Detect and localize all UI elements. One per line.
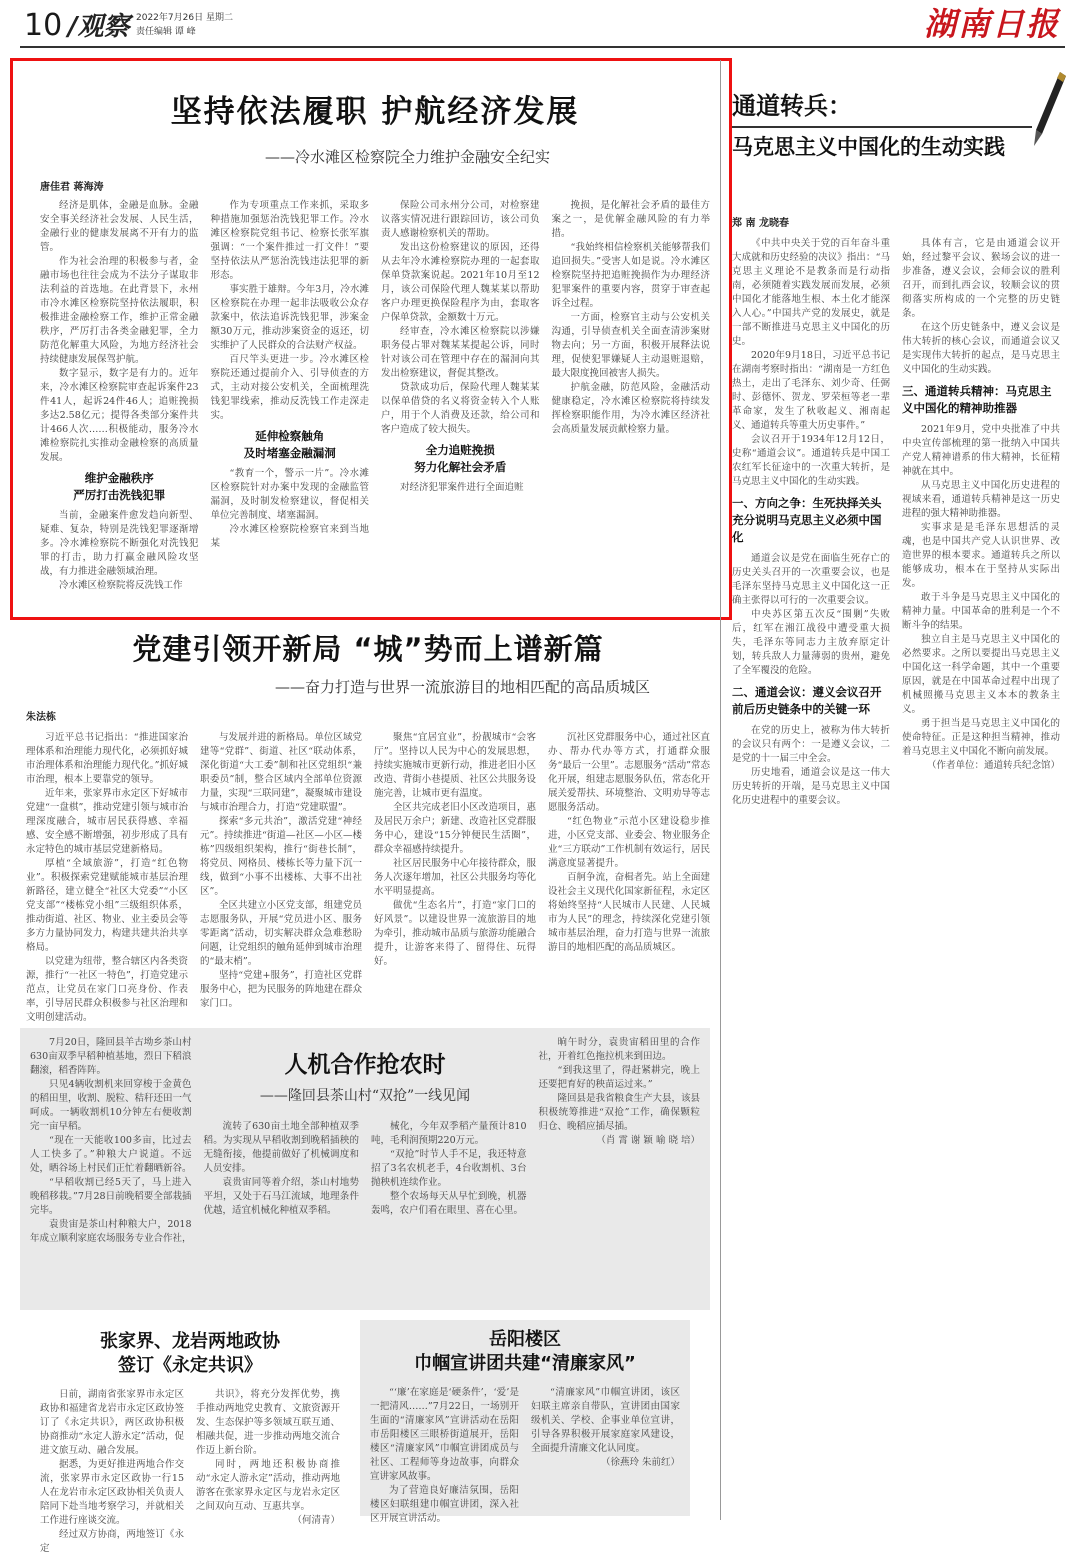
paragraph: 从马克思主义中国化历史进程的视域来看，通道转兵精神是这一历史进程的强大精神助推器。 xyxy=(902,480,1060,519)
paragraph: 历史地看，通道会议是这一伟大历史转折的开端，是马克思主义中国化历史进程中的重要会议。 xyxy=(732,767,890,806)
article-byline: 朱法栋 xyxy=(26,712,56,723)
paragraph: 一方面，检察官主动与公安机关沟通，引导侦查机关全面查清涉案财物去向；另一方面，积极开展释法说理，促使犯罪嫌疑人主动退赃退赔，最大限度挽回被害人损失。 xyxy=(551,312,710,379)
article-title-line: 马克思主义中国化的生动实践 xyxy=(732,135,1005,159)
article-column xyxy=(539,1036,701,1302)
article-column xyxy=(548,731,710,1031)
section-heading: 一、方向之争：生死抉择关头充分说明马克思主义必须中国化 xyxy=(732,496,882,544)
author-credit: （肖 霄 谢 颖 喻 晓 培） xyxy=(596,1135,700,1146)
article-column xyxy=(26,731,188,1031)
paragraph: 中央苏区第五次反“围剿”失败后，红军在湘江战役中遭受重大损失，毛泽东等同志力主放弃原定计划，转兵敌人力量薄弱的贵州，避免了全军覆没的危险。 xyxy=(732,609,890,676)
paragraph: 贷款成功后，保险代理人魏某某以保单借贷的名义将资金转入个人账户，用于个人消费及还款，给公司和客户造成了较大损失。 xyxy=(381,382,540,435)
paragraph: “清廉家风”巾帼宣讲团，该区妇联主席亲自带队，宣讲团由国家级机关、学校、企事业单位宣讲，引导各界积极开展家庭家风建设，全面提升清廉文化认同度。 xyxy=(531,1387,680,1454)
article-title: 坚持依法履职 护航经济发展 xyxy=(170,94,580,130)
article-law-enforcement xyxy=(40,64,710,614)
paragraph: 当前，金融案件愈发趋向新型、疑难、复杂，特别是洗钱犯罪逐渐增多。冷水滩检察院不断强化对洗钱犯罪的打击，助力打赢金融风险攻坚战，有力推进金融领域治理。 xyxy=(40,510,199,577)
article-farming xyxy=(20,1028,710,1310)
section-heading: 二、通道会议：遵义会议召开前后历史链条中的关键一环 xyxy=(732,685,882,716)
article-column xyxy=(552,199,711,599)
article-title: 党建引领开新局 “城”势而上谱新篇 xyxy=(132,632,604,666)
paragraph: 7月20日，隆回县羊古坳乡茶山村630亩双季早稻种植基地，烈日下稻浪翻滚，稻香阵阵。 xyxy=(30,1037,192,1076)
article-title-line: 张家界、龙岩两地政协 xyxy=(100,1331,280,1352)
article-column xyxy=(381,199,540,599)
paragraph: 敢于斗争是马克思主义中国化的精神力量。中国革命的胜利是一个不断斗争的结果。 xyxy=(902,592,1060,631)
paragraph: “现在一天能收100多亩，比过去人工快多了。”种粮大户说道。不远处，晒谷场上村民们正忙着翻晒新谷。 xyxy=(30,1135,192,1174)
article-byline: 郑 南 龙晓春 xyxy=(732,218,789,229)
paragraph: “早稻收割已经5天了，马上进入晚稻移栽。”7月28日前晚稻要全部栽插完毕。 xyxy=(30,1177,192,1216)
paragraph: 只见4辆收割机来回穿梭于金黄色的稻田里，收割、脱粒、秸秆还田一气呵成。一辆收割机10分钟左右便收割完一亩早稻。 xyxy=(30,1079,192,1132)
paragraph: 《中共中央关于党的百年奋斗重大成就和历史经验的决议》指出：“马克思主义理论不是教条而是行动指南，必须随着实践发展而发展，必须中国化才能落地生根、本土化才能深入人心。”中国共产党的发展史，就是一部不断推进马克思主义中国化的历史。 xyxy=(732,238,890,347)
article-column xyxy=(902,237,1060,1487)
header-rule xyxy=(20,46,1065,48)
article-column xyxy=(732,237,890,1487)
article-title: 人机合作抢农时 xyxy=(284,1052,446,1078)
paragraph: 发出这份检察建议的原因，还得从去年冷水滩检察院办理的一起套取保单贷款案说起。2021年10月至12月，该公司保险代理人魏某某以帮助客户办理更换保险程序为由，套取客户保单贷款，金额数十万元。 xyxy=(381,242,540,323)
paragraph: 社区居民服务中心年接待群众，服务人次逐年增加，社区公共服务均等化水平明显提高。 xyxy=(374,858,536,897)
article-subtitle: ——冷水滩区检察院全力维护金融安全纪实 xyxy=(264,148,550,166)
paragraph: 厚植“全域旅游”，打造“红色物业”。积极探索党建赋能城市基层治理新路径，建立健全“社区大党委”“小区党支部”“楼栋党小组”三级组织体系，推动街道、社区、物业、业主委员会等多方力量协同发力，构建共建共治共享格局。 xyxy=(26,858,188,953)
paragraph: 会议召开于1934年12月12日，史称“通道会议”。通道转兵是中国工农红军长征途中的一次重大转折，是马克思主义中国化的生动实践。 xyxy=(732,434,890,487)
paragraph: “‘廉’在家庭是‘硬条件’，‘爱’是一把清风……”7月22日，一场别开生面的“清廉家风”宣讲活动在岳阳市岳阳楼区三眼桥街道展开，岳阳楼区“清廉家风”巾帼宣讲团成员与社区、工程师等身边故事，向群众宣讲家风故事。 xyxy=(370,1387,519,1482)
paragraph: 保险公司永州分公司，对检察建议落实情况进行跟踪回访，该公司负责人感谢检察机关的帮助。 xyxy=(381,200,540,239)
article-title-line: 签订《永定共识》 xyxy=(118,1355,262,1376)
paragraph: 以党建为纽带，整合辖区内各类资源，推行“一社区一特色”，打造党建示范点，让党员在家门口亮身份、作表率，引导居民群众积极参与社区治理和文明创建活动。 xyxy=(26,956,188,1023)
paragraph: 全区共完成老旧小区改造项目，惠及居民万余户；新建、改造社区党群服务中心，建设“15分钟便民生活圈”，群众幸福感持续提升。 xyxy=(374,802,536,855)
paragraph: 共识》，将充分发挥优势，携手推动两地党史教育、文旅资源开发、生态保护等多领域互联互通、相融共促，进一步推动两地交流合作迈上新台阶。 xyxy=(196,1389,340,1456)
article-column xyxy=(370,1386,519,1524)
article-title-line: 岳阳楼区 xyxy=(489,1329,561,1350)
paragraph: 2021年9月，党中央批准了中共中央宣传部梳理的第一批纳入中国共产党人精神谱系的伟大精神，长征精神就在其中。 xyxy=(902,424,1060,477)
paragraph: 为了营造良好廉洁氛围，岳阳楼区妇联组建巾帼宣讲团，深入社区开展宣讲活动。 xyxy=(370,1485,519,1524)
paragraph: “教育一个，警示一片”。冷水滩区检察院针对办案中发现的金融监管漏洞，及时制发检察建议，督促相关单位完善制度、堵塞漏洞。 xyxy=(210,468,369,521)
paragraph: 作为社会治理的积极参与者，金融市场也往往会成为不法分子谋取非法利益的首选地。在此背景下，永州市冷水滩区检察院坚持依法履职，积极推进金融检察工作，维护正常金融秩序，严厉打击各类金融犯罪，全力防范化解重大风险，为地方经济社会持续健康发展保驾护航。 xyxy=(40,256,199,365)
column-divider xyxy=(720,60,721,1520)
paragraph: 近年来，张家界市永定区下好城市党建“一盘棋”，推动党建引领与城市治理深度融合，城市居民获得感、幸福感、安全感不断增强，初步形成了具有永定特色的城市基层党建新格局。 xyxy=(26,788,188,855)
paragraph: 整个农场每天从早忙到晚，机器轰鸣，农户们看在眼里、喜在心里。 xyxy=(371,1191,527,1216)
paragraph: 独立自主是马克思主义中国化的必然要求。之所以要提出马克思主义中国化这一科学命题，其中一个重要原因，就是在中国革命过程中出现了机械照搬马克思主义本本的教条主义。 xyxy=(902,634,1060,715)
article-subtitle: ——奋力打造与世界一流旅游目的地相匹配的高品质城区 xyxy=(274,678,650,696)
paragraph: 同时，两地还积极协商推动“永定人游永定”活动，推动两地游客在张家界永定区与龙岩永定区之间双向互动、互惠共享。 xyxy=(196,1459,340,1512)
paragraph: 聚焦“宜居宜业”，扮靓城市“会客厅”。坚持以人民为中心的发展思想，持续实施城市更新行动，推进老旧小区改造、背街小巷提质、社区公共服务设施完善，让城市更有温度。 xyxy=(374,732,536,799)
paragraph: 具体有言，它是由通道会议开始，经过黎平会议、猴场会议的进一步准备，遵义会议，会师会议的胜利召开，而到扎西会议，较顺会议的贯彻落实所构成的一个完整的历史链条。 xyxy=(902,238,1060,319)
newspaper-logo: 湖南日报 xyxy=(923,5,1060,43)
article-column xyxy=(196,1388,340,1526)
article-column xyxy=(40,1388,184,1554)
article-column xyxy=(211,199,370,599)
paragraph: 在党的历史上，被称为伟大转折的会议只有两个：一是遵义会议，二是党的十一届三中全会。 xyxy=(732,725,890,764)
article-column xyxy=(30,1036,192,1302)
paragraph: 坚持“党建+服务”，打造社区党群服务中心，把为民服务的阵地建在群众家门口。 xyxy=(200,970,362,1009)
paragraph: 做优“生态名片”，打造“家门口的好风景”。以建设世界一流旅游目的地为牵引，推动城市品质与旅游功能融合提升，让游客来得了、留得住、玩得好。 xyxy=(374,900,536,967)
section-heading: 全力追赃挽损 努力化解社会矛盾 xyxy=(414,443,507,474)
paragraph: 与发展并进的新格局。单位区域党建等“党群”、街道、社区“联动体系，深化街道“大工委”制和社区党组织“兼职委员”制，整合区域内全部单位资源力量，实现“三联同建”，凝聚城市建设与城市治理合力，打造“党建联盟”。 xyxy=(200,732,362,813)
paragraph: 隆回县是我省粮食生产大县，该县积极统筹推进“双抢”工作，确保颗粒归仓、晚稻应插尽插。 xyxy=(538,1093,701,1132)
issue-date: 2022年7月26日 星期二 xyxy=(136,13,233,23)
paragraph: 冷水滩区检察院检察官来到当地某 xyxy=(210,524,369,549)
article-byline: 唐佳君 蒋海涛 xyxy=(40,182,104,193)
article-column xyxy=(531,1386,680,1514)
paragraph: 在这个历史链条中，遵义会议是伟大转折的核心会议，而通道会议又是实现伟大转折的起点，是马克思主义中国化的生动实践。 xyxy=(902,322,1060,375)
paragraph: 事实胜于雄辩。今年3月，冷水滩区检察院在办理一起非法吸收公众存款案中，依法追诉洗钱犯罪，涉案金额30万元，推动涉案资金的返还，切实维护了人民群众的合法财产权益。 xyxy=(210,284,369,351)
paragraph: 2020年9月18日，习近平总书记在湖南考察时指出：“湖南是一方红色热土，走出了毛泽东、刘少奇、任弼时、彭德怀、贺龙、罗荣桓等老一辈革命家，发生了秋收起义、湘南起义、通道转兵等重大历史事件。” xyxy=(732,350,890,431)
paragraph: 挽损，是化解社会矛盾的最佳方案之一，是优解金融风险的有力举措。 xyxy=(551,200,710,239)
page-number: 10 xyxy=(24,8,63,43)
author-credit: （作者单位：通道转兵纪念馆） xyxy=(926,760,1060,771)
article-cppcc-agreement xyxy=(40,1330,340,1554)
paragraph: 流转了630亩土地全部种植双季稻。为实现从早稻收割到晚稻插秧的无缝衔接，他提前做好了机械调度和人员安排。 xyxy=(203,1121,359,1174)
paragraph: 全区共建立小区党支部，组建党员志愿服务队，开展“党员进小区、服务零距离”活动，切实解决群众急难愁盼问题，让党组织的触角延伸到城市治理的“最末梢”。 xyxy=(200,900,362,967)
article-title-line: 巾帼宣讲团共建“清廉家风” xyxy=(414,1353,636,1374)
article-column xyxy=(204,1036,527,1302)
paragraph: 袁贵宙同等着介绍，茶山村地势平坦，又处于石马江流域，地理条件优越，适宜机械化种植双季稻。 xyxy=(203,1177,359,1216)
author-credit: （何清青） xyxy=(292,1515,340,1526)
paragraph: “到我这里了，得赶紧耕完，晚上还要把育好的秧苗运过来。” xyxy=(538,1065,700,1090)
paragraph: 械化，今年双季稻产量预计810吨，毛利润预期220万元。 xyxy=(371,1121,527,1146)
paragraph: 经过双方协商，两地签订《永定 xyxy=(40,1529,184,1554)
paragraph: 数字显示，数字是有力的。近年来，冷水滩区检察院审查起诉案件23件41人，起诉24件46人；追赃挽损多达2.58亿元；提得各类部分案件共计466人次……积极能动，服务冷水滩检察院扎实推动金融检察的高质量发展。 xyxy=(40,368,199,463)
paragraph: “我始终相信检察机关能够帮我们追回损失。”受害人如是说。冷水滩区检察院坚持把追赃挽损作为办理经济犯罪案件的重要内容，贯穿于审查起诉全过程。 xyxy=(551,242,710,309)
article-column xyxy=(40,199,199,599)
paragraph: 经济是肌体，金融是血脉。金融安全事关经济社会发展、人民生活，金融行业的健康发展离不开有力的监管。 xyxy=(40,200,199,253)
paragraph: 勇于担当是马克思主义中国化的使命特征。正是这种担当精神，推动着马克思主义中国化不断向前发展。 xyxy=(902,718,1060,757)
section-name: /观察 xyxy=(68,12,130,42)
paragraph: 习近平总书记指出：“推进国家治理体系和治理能力现代化，必须抓好城市治理体系和治理能力现代化。”抓好城市治理，根本上要靠党的领导。 xyxy=(26,732,188,785)
article-subtitle: ——隆回县茶山村“双抢”一线见闻 xyxy=(259,1088,471,1104)
paragraph: “红色物业”示范小区建设稳步推进，小区党支部、业委会、物业服务企业“三方联动”工作机制有效运行，居民满意度显著提升。 xyxy=(548,816,710,869)
title-rule xyxy=(732,126,1032,128)
article-tongdao xyxy=(732,80,1060,1520)
paragraph: 作为专项重点工作来抓，采取多种措施加强惩治洗钱犯罪工作。冷水滩区检察院党组书记、检察长张军旗强调：“一个案件推过一打文件！”要坚持依法从严惩治洗钱违法犯罪的新形态。 xyxy=(210,200,369,281)
paragraph: 护航金融，防范风险，金融活动健康稳定，冷水滩区检察院将持续发挥检察职能作用，为冷水滩区经济社会高质量发展贡献检察力量。 xyxy=(551,382,710,435)
paragraph: 通道会议是党在面临生死存亡的历史关头召开的一次重要会议，也是毛泽东坚持马克思主义中国化这一正确主张得以可行的一次重要会议。 xyxy=(732,553,890,606)
paragraph: 对经济犯罪案件进行全面追赃 xyxy=(400,482,524,493)
section-heading: 三、通道转兵精神：马克思主义中国化的精神助推器 xyxy=(902,384,1052,415)
paragraph: 实事求是是毛泽东思想活的灵魂，也是中国共产党人认识世界、改造世界的根本要求。通道转兵之所以能够成功，根本在于坚持从实际出发。 xyxy=(902,522,1060,589)
paragraph: 探索“多元共治”，激活党建“神经元”。持续推进“街道—社区—小区—楼栋”四级组织架构，推行“街巷长制”，将党员、网格员、楼栋长等力量下沉一线，做到“小事不出楼栋、大事不出社区”。 xyxy=(200,816,362,897)
article-column xyxy=(200,731,362,1031)
paragraph: 袁贵宙是茶山村种粮大户，2018年成立顺利家庭农场服务专业合作社， xyxy=(30,1219,192,1244)
author-credit: （徐燕玲 朱前红） xyxy=(600,1457,680,1468)
article-column xyxy=(374,731,536,1031)
paragraph: 据悉，为更好推进两地合作交流，张家界市永定区政协一行15人在龙岩市永定区政协相关负责人陪同下赴当地考察学习，并就相关工作进行座谈交流。 xyxy=(40,1459,184,1526)
article-title-line: 通道转兵： xyxy=(732,92,852,120)
paragraph: 沉社区党群服务中心，通过社区直办、帮办代办等方式，打通群众服务“最后一公里”。志愿服务“活动”常态化开展，组建志愿服务队伍，常态化开展关爱帮扶、环境整治、文明劝导等志愿服务活动。 xyxy=(548,732,710,813)
paragraph: 百舸争流，奋楫者先。站上全面建设社会主义现代化国家新征程，永定区将始终坚持“人民城市人民建、人民城市为人民”的理念，持续深化党建引领城市基层治理，奋力打造与世界一流旅游目的地相匹配的高品质城区。 xyxy=(548,872,710,953)
article-party-building xyxy=(26,630,710,1023)
paragraph: 经审查，冷水滩区检察院以涉嫌职务侵占罪对魏某某提起公诉，同时针对该公司在管理中存在的漏洞向其发出检察建议，督促其整改。 xyxy=(381,326,540,379)
section-heading: 延伸检察触角 及时堵塞金融漏洞 xyxy=(243,429,336,460)
paragraph: 晌午时分，袁贵宙稻田里的合作社，开着红色拖拉机来到田边。 xyxy=(538,1037,700,1062)
paragraph: 百尺竿头更进一步。冷水滩区检察院还通过提前介入、引导侦查的方式，主动对接公安机关，全面梳理洗钱犯罪线索，推动反洗钱工作走深走实。 xyxy=(210,354,369,421)
section-heading: 维护金融秩序 严厉打击洗钱犯罪 xyxy=(73,471,166,502)
paragraph: “双抢”时节人手不足，我还特意招了3名农机老手，4台收割机、3台抛秧机连续作业。 xyxy=(371,1149,527,1188)
editor-line: 责任编辑 谭 峰 xyxy=(136,27,196,37)
article-clean-family xyxy=(360,1320,690,1524)
paragraph: 日前，湖南省张家界市永定区政协和福建省龙岩市永定区政协签订了《永定共识》，两区政协积极协商推动“永定人游永定”活动，促进文旅互动、融合发展。 xyxy=(40,1389,184,1456)
paragraph: 冷水滩区检察院将反洗钱工作 xyxy=(59,580,183,591)
